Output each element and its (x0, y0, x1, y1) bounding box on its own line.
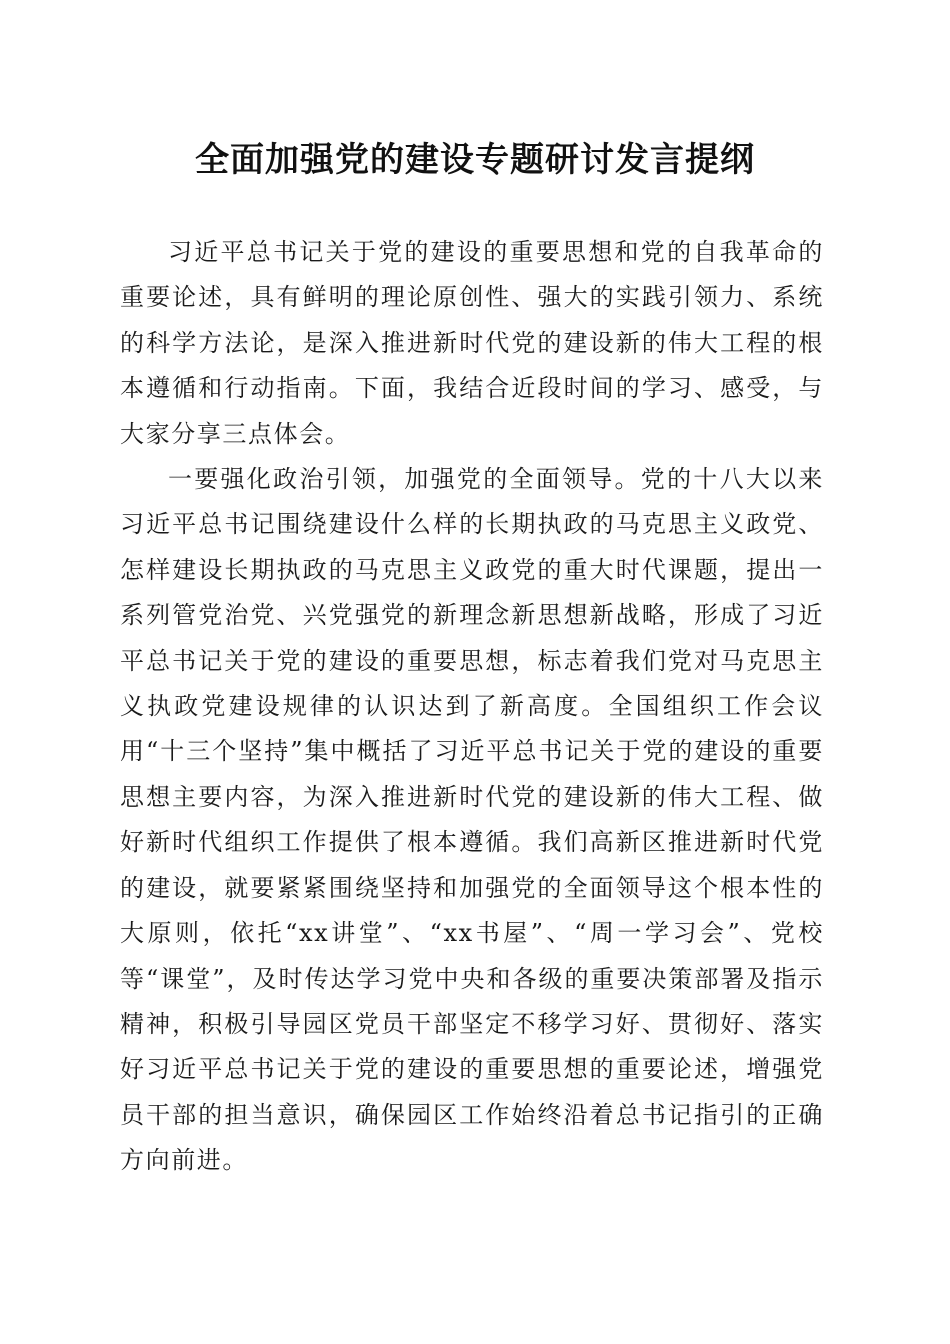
document-body (120, 230, 824, 1184)
paragraph-intro: 习近平总书记关于党的建设的重要思想和党的自我革命的重要论述，具有鲜明的理论原创性、强大的实践引领力、系统的科学方法论，是深入推进新时代党的建设新的伟大工程的根本遵循和行动指南。下面，我结合近段时间的学习、感受，与大家分享三点体会。 (120, 238, 824, 448)
paragraph-point-one: 一要强化政治引领，加强党的全面领导。党的十八大以来习近平总书记围绕建设什么样的长期执政的马克思主义政党、怎样建设长期执政的马克思主义政党的重大时代课题，提出一系列管党治党、兴党强党的新理念新思想新战略，形成了习近平总书记关于党的建设的重要思想，标志着我们党对马克思主义执政党建设规律的认识达到了新高度。全国组织工作会议用“十三个坚持”集中概括了习近平总书记关于党的建设的重要思想主要内容，为深入推进新时代党的建设新的伟大工程、做好新时代组织工作提供了根本遵循。我们高新区推进新时代党的建设，就要紧紧围绕坚持和加强党的全面领导这个根本性的大原则，依托“xx讲堂”、“xx书屋”、“周一学习会”、党校等“课堂”，及时传达学习党中央和各级的重要决策部署及指示精神，积极引导园区党员干部坚定不移学习好、贯彻好、落实好习近平总书记关于党的建设的重要思想的重要论述，增强党员干部的担当意识，确保园区工作始终沿着总书记指引的正确方向前进。 (120, 465, 824, 1175)
document-title: 全面加强党的建设专题研讨发言提纲 (195, 140, 755, 180)
